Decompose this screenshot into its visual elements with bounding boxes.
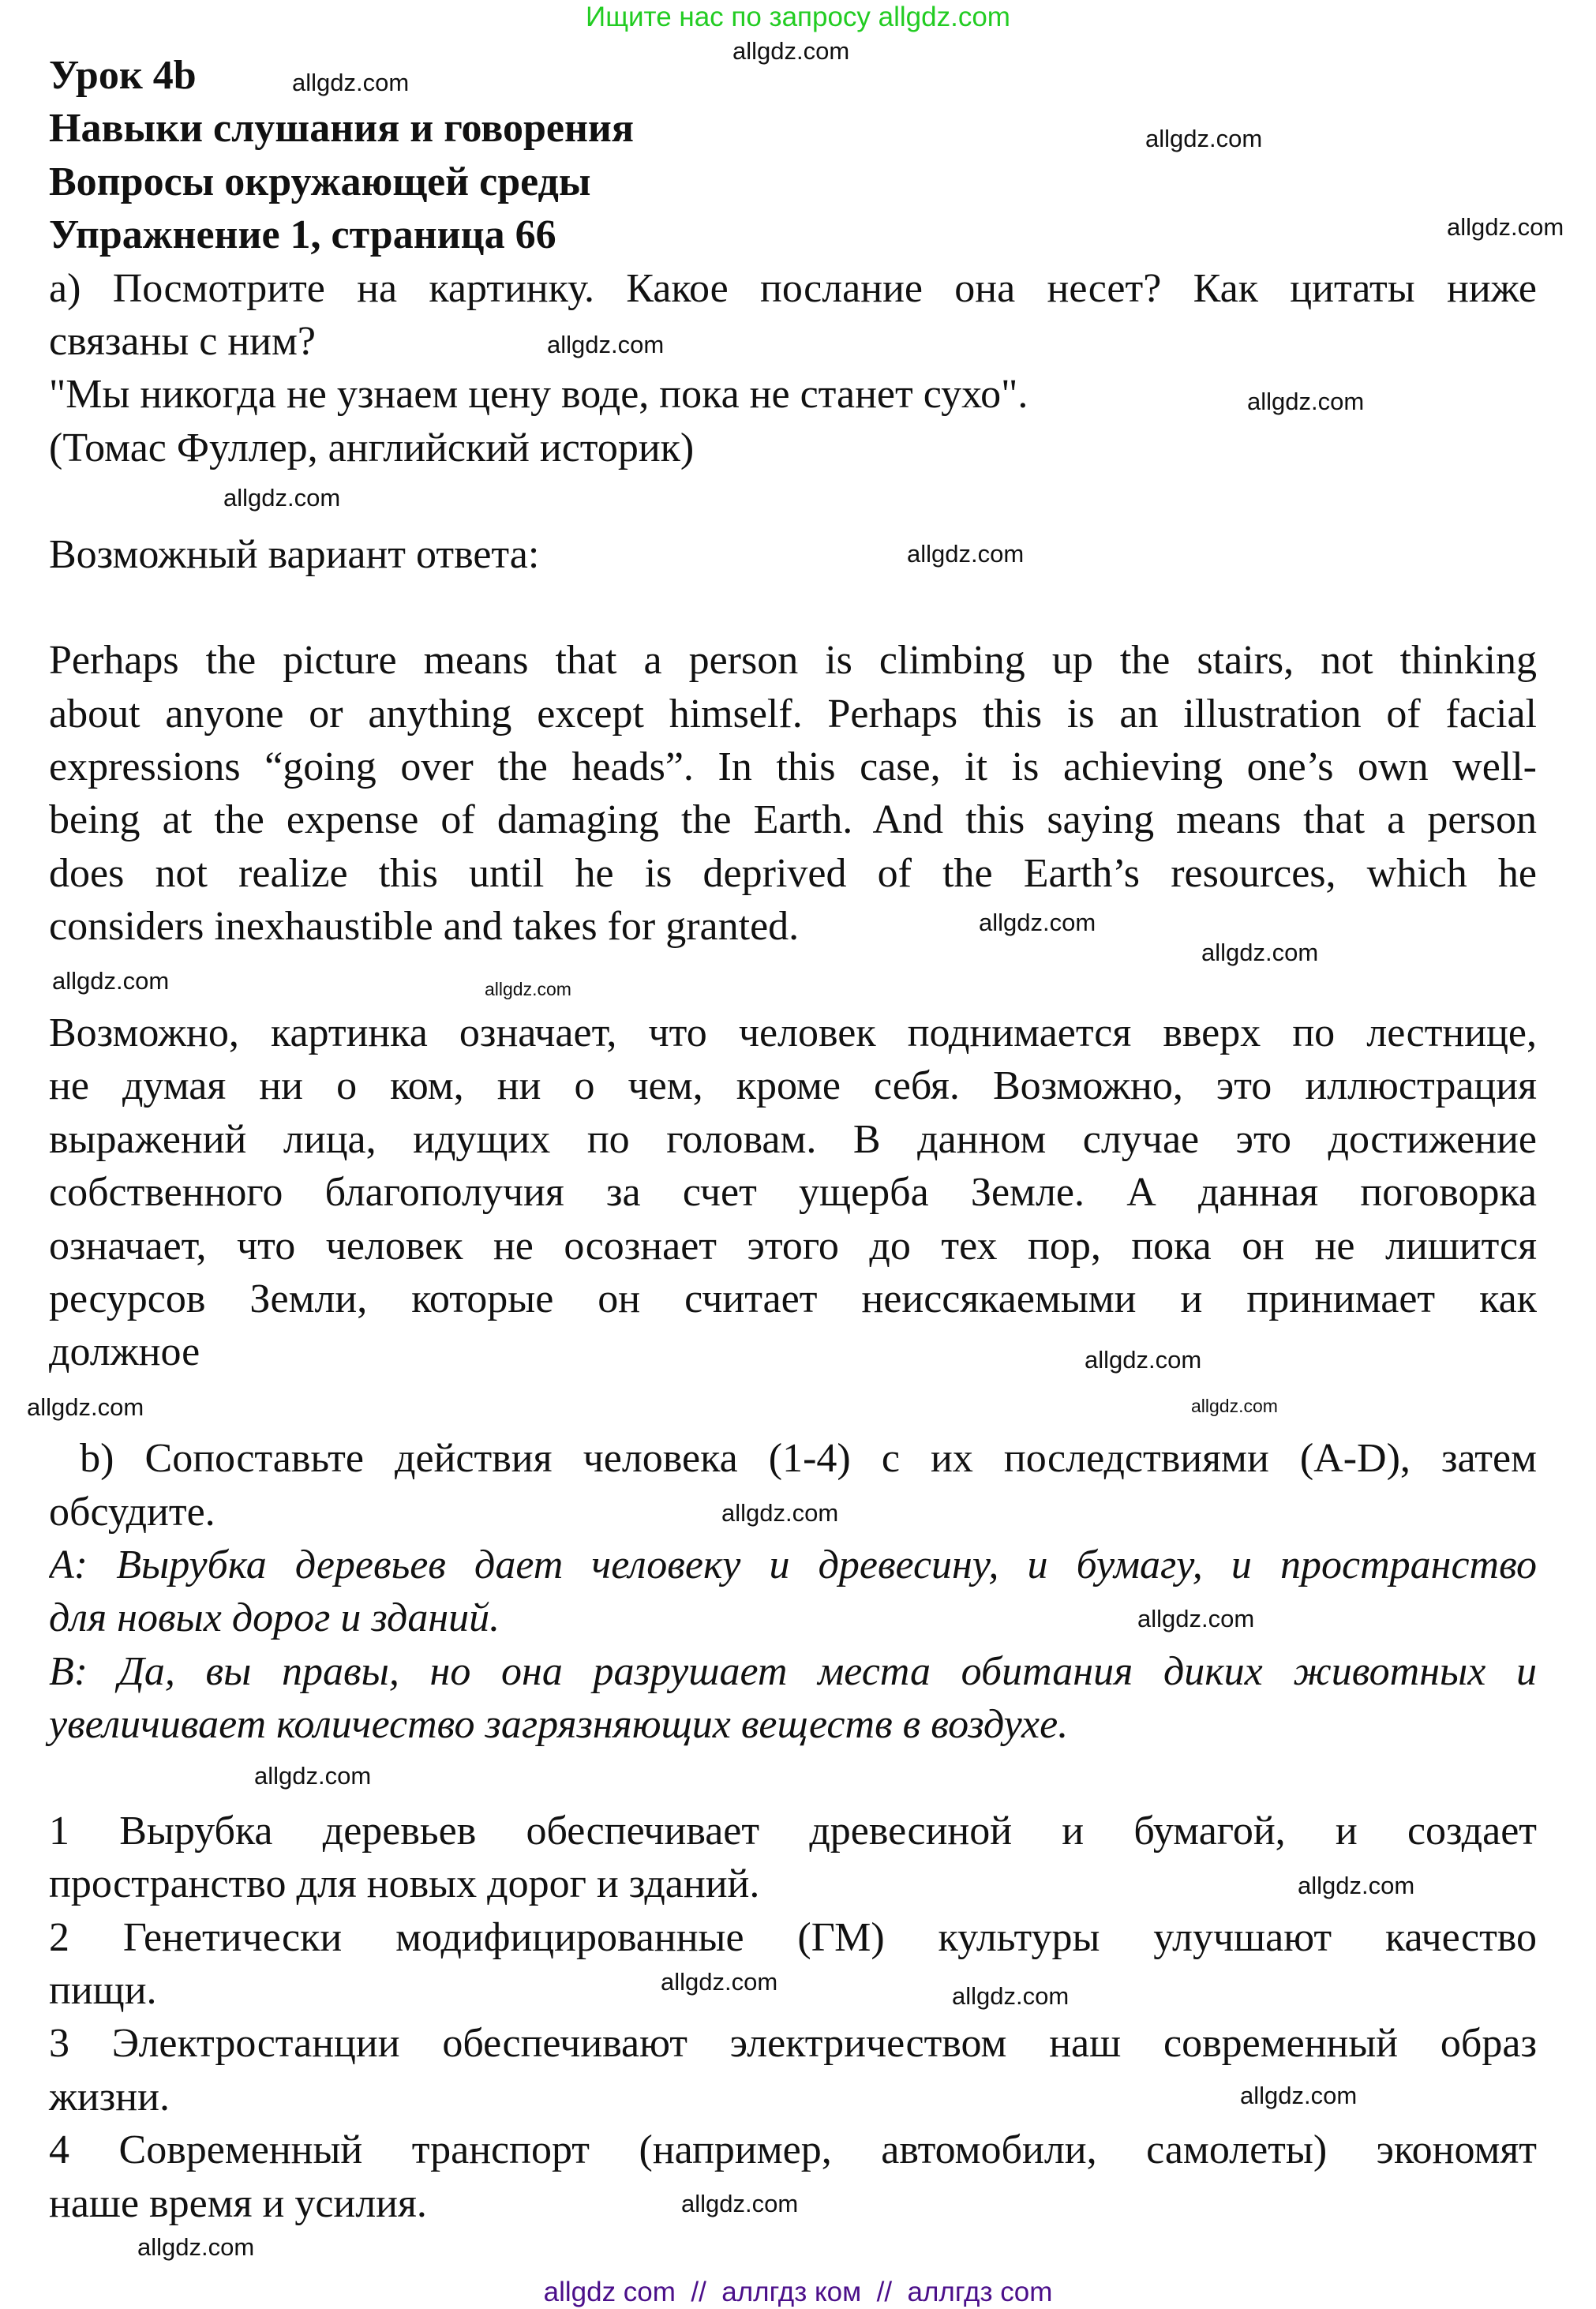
watermark: allgdz.com — [52, 967, 170, 995]
task-a-line: связаны с ним? — [49, 318, 316, 364]
watermark: allgdz.com — [1191, 1396, 1278, 1416]
answer-en-line: considers inexhaustible and takes for granted. — [49, 904, 800, 950]
watermark: allgdz.com — [254, 1762, 372, 1790]
answer-en-line: about anyone or anything except himself. Perhaps this is an illustration of facial — [49, 691, 1537, 737]
watermark: allgdz.com — [27, 1393, 144, 1421]
watermark: allgdz.com — [485, 979, 571, 999]
exercise-title: Упражнение 1, страница 66 — [49, 212, 556, 258]
watermark: allgdz.com — [732, 37, 850, 65]
dialogue-b-line: увеличивает количество загрязняющих веществ в воздухе. — [49, 1702, 1069, 1748]
watermark: allgdz.com — [547, 331, 665, 358]
answer-en-line: Perhaps the picture means that a person is climbing up the stairs, not thinking — [49, 638, 1537, 684]
item-2: 2 Генетически модифицированные (ГМ) культуры улучшают качество — [49, 1914, 1537, 1960]
footer-links[interactable]: allgdz com // аллгдз ком // аллгдз com — [543, 2277, 1053, 2307]
item-4: 4 Современный транспорт (например, автомобили, самолеты) экономят — [49, 2127, 1537, 2173]
dialogue-a-line: A: Вырубка деревьев дает человеку и древесину, и бумагу, и пространство — [49, 1542, 1537, 1587]
watermark: allgdz.com — [661, 1968, 778, 1996]
answer-ru-line: означает, что человек не осознает этого до тех пор, пока он не лишится — [49, 1223, 1537, 1269]
watermark: allgdz.com — [137, 2233, 255, 2261]
watermark: allgdz.com — [1240, 2082, 1358, 2109]
answer-ru-line: Возможно, картинка означает, что человек поднимается вверх по лестнице, — [49, 1010, 1537, 1056]
task-a-line: а) Посмотрите на картинку. Какое послание она несет? Как цитаты ниже — [49, 265, 1537, 311]
watermark: allgdz.com — [1145, 125, 1263, 152]
item-3: 3 Электростанции обеспечивают электричеством наш современный образ — [49, 2021, 1537, 2067]
document-body — [49, 49, 1537, 2230]
item-2: пищи. — [49, 1968, 157, 2014]
answer-label: Возможный вариант ответа: — [49, 531, 540, 577]
answer-ru-line: выражений лица, идущих по головам. В данном случае это достижение — [49, 1116, 1537, 1162]
item-3: жизни. — [49, 2074, 170, 2120]
answer-en-line: does not realize this until he is deprived of the Earth’s resources, which he — [49, 850, 1537, 896]
dialogue-b-line: B: Да, вы правы, но она разрушает места обитания диких животных и — [49, 1648, 1537, 1694]
watermark: allgdz.com — [1298, 1872, 1415, 1899]
item-1: пространство для новых дорог и зданий. — [49, 1861, 760, 1907]
task-b-line: обсудите. — [49, 1489, 215, 1535]
task-b-line: b) Сопоставьте действия человека (1-4) с их последствиями (A-D), затем — [49, 1436, 1537, 1482]
dialogue-a-line: для новых дорог и зданий. — [49, 1595, 500, 1641]
watermark: allgdz.com — [292, 69, 410, 96]
watermark: allgdz.com — [1085, 1346, 1202, 1374]
watermark: allgdz.com — [1247, 388, 1365, 415]
answer-ru-line: ресурсов Земли, которые он считает неиссякаемыми и принимает как — [49, 1276, 1537, 1321]
watermark: allgdz.com — [1137, 1605, 1255, 1632]
answer-ru-line: собственного благополучия за счет ущерба Земле. А данная поговорка — [49, 1170, 1537, 1216]
answer-ru-line: не думая ни о ком, ни о чем, кроме себя. Возможно, это иллюстрация — [49, 1063, 1537, 1109]
item-4: наше время и усилия. — [49, 2180, 427, 2226]
lesson-title: Урок 4b — [49, 53, 197, 98]
item-1: 1 Вырубка деревьев обеспечивает древесиной и бумагой, и создает — [49, 1808, 1537, 1854]
watermark: allgdz.com — [1201, 939, 1319, 966]
quote-author: (Томас Фуллер, английский историк) — [49, 425, 695, 470]
answer-en-line: being at the expense of damaging the Earth. And this saying means that a person — [49, 797, 1537, 843]
watermark: allgdz.com — [1447, 213, 1564, 241]
watermark: allgdz.com — [907, 540, 1025, 568]
search-banner[interactable]: Ищите нас по запросу allgdz.com — [586, 2, 1010, 32]
topic-title: Вопросы окружающей среды — [49, 159, 591, 204]
answer-ru-line: должное — [49, 1329, 200, 1375]
watermark: allgdz.com — [681, 2190, 799, 2217]
quote-line: "Мы никогда не узнаем цену воде, пока не станет сухо". — [49, 372, 1028, 418]
watermark: allgdz.com — [952, 1982, 1070, 2010]
watermark: allgdz.com — [721, 1499, 839, 1527]
watermark: allgdz.com — [223, 484, 341, 512]
spacer — [49, 581, 1537, 634]
spacer — [49, 1379, 1537, 1432]
answer-en-line: expressions “going over the heads”. In this case, it is achieving one’s own well- — [49, 744, 1537, 790]
watermark: allgdz.com — [979, 909, 1096, 936]
section-title: Навыки слушания и говорения — [49, 106, 635, 152]
